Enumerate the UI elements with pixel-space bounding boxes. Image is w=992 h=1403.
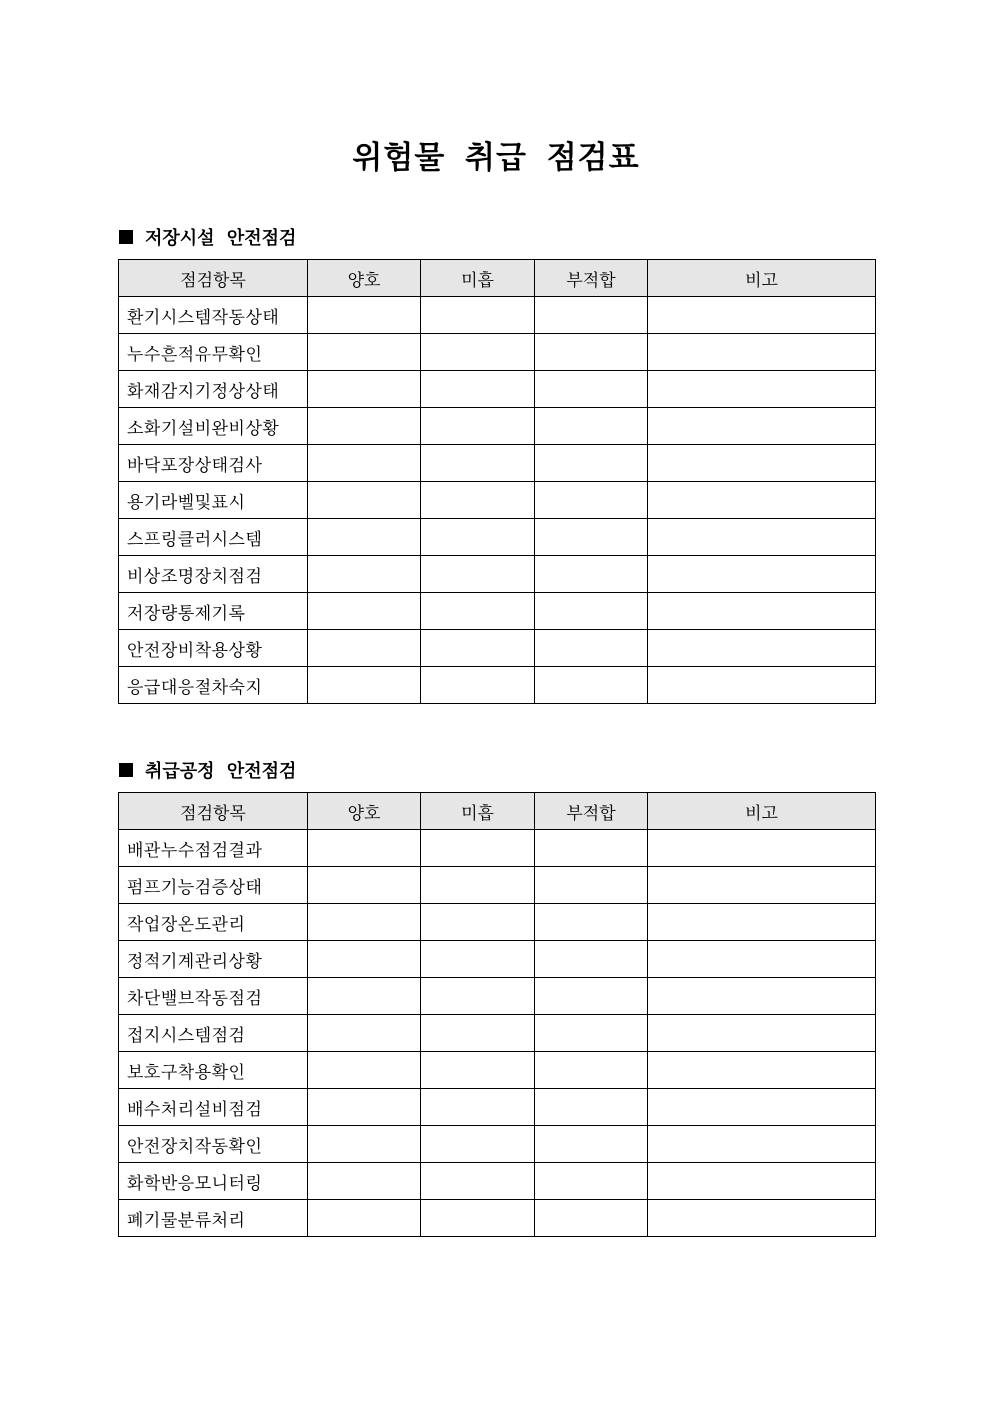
insufficient-check-cell[interactable] [421,593,535,630]
checklist-item-label: 차단밸브작동점검 [119,978,308,1015]
nonconforming-check-cell[interactable] [535,408,648,445]
good-check-cell[interactable] [308,1015,421,1052]
nonconforming-check-cell[interactable] [535,593,648,630]
note-cell[interactable] [648,297,876,334]
nonconforming-check-cell[interactable] [535,830,648,867]
note-cell[interactable] [648,978,876,1015]
checklist-item-label: 누수흔적유무확인 [119,334,308,371]
checklist-item-label: 화재감지기정상상태 [119,371,308,408]
checklist-item-label: 배수처리설비점검 [119,1089,308,1126]
good-check-cell[interactable] [308,408,421,445]
column-header-nonconforming: 부적합 [535,793,648,830]
insufficient-check-cell[interactable] [421,1052,535,1089]
square-bullet-icon [119,230,133,244]
insufficient-check-cell[interactable] [421,1015,535,1052]
checklist-item-label: 비상조명장치점검 [119,556,308,593]
good-check-cell[interactable] [308,556,421,593]
insufficient-check-cell[interactable] [421,1126,535,1163]
nonconforming-check-cell[interactable] [535,630,648,667]
checklist-item-label: 보호구착용확인 [119,1052,308,1089]
nonconforming-check-cell[interactable] [535,334,648,371]
good-check-cell[interactable] [308,593,421,630]
good-check-cell[interactable] [308,1052,421,1089]
column-header-insufficient: 미흡 [421,793,535,830]
nonconforming-check-cell[interactable] [535,556,648,593]
insufficient-check-cell[interactable] [421,445,535,482]
table-header-row [119,260,876,297]
table-body [119,830,876,1237]
handling-checklist-table [118,792,876,1237]
column-header-nonconforming: 부적합 [535,260,648,297]
checklist-item-label: 폐기물분류처리 [119,1200,308,1237]
note-cell[interactable] [648,941,876,978]
nonconforming-check-cell[interactable] [535,1052,648,1089]
nonconforming-check-cell[interactable] [535,1163,648,1200]
section-heading-label: 취급공정 안전점검 [145,761,297,782]
good-check-cell[interactable] [308,667,421,704]
column-header-item: 점검항목 [119,793,308,830]
table-row [119,667,876,704]
insufficient-check-cell[interactable] [421,1200,535,1237]
table-row [119,1015,876,1052]
nonconforming-check-cell[interactable] [535,904,648,941]
checklist-item-label: 바닥포장상태검사 [119,445,308,482]
nonconforming-check-cell[interactable] [535,371,648,408]
note-cell[interactable] [648,1089,876,1126]
table-row [119,830,876,867]
table-row [119,941,876,978]
good-check-cell[interactable] [308,904,421,941]
note-cell[interactable] [648,371,876,408]
nonconforming-check-cell[interactable] [535,867,648,904]
table-row [119,297,876,334]
good-check-cell[interactable] [308,1126,421,1163]
table-row [119,334,876,371]
insufficient-check-cell[interactable] [421,978,535,1015]
insufficient-check-cell[interactable] [421,830,535,867]
checklist-item-label: 용기라벨및표시 [119,482,308,519]
insufficient-check-cell[interactable] [421,556,535,593]
insufficient-check-cell[interactable] [421,334,535,371]
good-check-cell[interactable] [308,297,421,334]
table-row [119,1052,876,1089]
good-check-cell[interactable] [308,445,421,482]
column-header-item: 점검항목 [119,260,308,297]
note-cell[interactable] [648,519,876,556]
note-cell[interactable] [648,1200,876,1237]
checklist-item-label: 소화기설비완비상황 [119,408,308,445]
insufficient-check-cell[interactable] [421,519,535,556]
table-row [119,593,876,630]
column-header-good: 양호 [308,793,421,830]
column-header-insufficient: 미흡 [421,260,535,297]
nonconforming-check-cell[interactable] [535,482,648,519]
nonconforming-check-cell[interactable] [535,445,648,482]
good-check-cell[interactable] [308,1200,421,1237]
checklist-item-label: 작업장온도관리 [119,904,308,941]
table-row [119,867,876,904]
note-cell[interactable] [648,482,876,519]
nonconforming-check-cell[interactable] [535,519,648,556]
table-row [119,1089,876,1126]
column-header-note: 비고 [648,793,876,830]
insufficient-check-cell[interactable] [421,1089,535,1126]
good-check-cell[interactable] [308,978,421,1015]
insufficient-check-cell[interactable] [421,408,535,445]
note-cell[interactable] [648,408,876,445]
note-cell[interactable] [648,667,876,704]
checklist-item-label: 응급대응절차숙지 [119,667,308,704]
checklist-item-label: 정적기계관리상황 [119,941,308,978]
insufficient-check-cell[interactable] [421,904,535,941]
note-cell[interactable] [648,830,876,867]
checklist-item-label: 접지시스템점검 [119,1015,308,1052]
checklist-item-label: 안전장치작동확인 [119,1126,308,1163]
column-header-good: 양호 [308,260,421,297]
nonconforming-check-cell[interactable] [535,1200,648,1237]
good-check-cell[interactable] [308,334,421,371]
nonconforming-check-cell[interactable] [535,1015,648,1052]
checklist-item-label: 스프링클러시스템 [119,519,308,556]
table-row [119,1163,876,1200]
section-heading-label: 저장시설 안전점검 [145,228,297,249]
square-bullet-icon [119,763,133,777]
good-check-cell[interactable] [308,519,421,556]
good-check-cell[interactable] [308,371,421,408]
insufficient-check-cell[interactable] [421,941,535,978]
checklist-item-label: 펌프기능검증상태 [119,867,308,904]
good-check-cell[interactable] [308,941,421,978]
note-cell[interactable] [648,867,876,904]
note-cell[interactable] [648,1126,876,1163]
table-row [119,904,876,941]
checklist-item-label: 저장량통제기록 [119,593,308,630]
storage-checklist-table [118,259,876,704]
good-check-cell[interactable] [308,867,421,904]
good-check-cell[interactable] [308,830,421,867]
page-title: 위험물 취급 점검표 [352,140,640,176]
nonconforming-check-cell[interactable] [535,1126,648,1163]
checklist-item-label: 환기시스템작동상태 [119,297,308,334]
insufficient-check-cell[interactable] [421,482,535,519]
section-heading-handling [119,757,296,783]
insufficient-check-cell[interactable] [421,667,535,704]
table-row [119,556,876,593]
note-cell[interactable] [648,904,876,941]
note-cell[interactable] [648,556,876,593]
nonconforming-check-cell[interactable] [535,941,648,978]
note-cell[interactable] [648,334,876,371]
nonconforming-check-cell[interactable] [535,297,648,334]
column-header-note: 비고 [648,260,876,297]
note-cell[interactable] [648,445,876,482]
table-row [119,519,876,556]
good-check-cell[interactable] [308,630,421,667]
insufficient-check-cell[interactable] [421,1163,535,1200]
checklist-item-label: 화학반응모니터링 [119,1163,308,1200]
good-check-cell[interactable] [308,1163,421,1200]
table-row [119,445,876,482]
note-cell[interactable] [648,1015,876,1052]
nonconforming-check-cell[interactable] [535,667,648,704]
table-header-row [119,793,876,830]
note-cell[interactable] [648,1163,876,1200]
table-row [119,630,876,667]
checklist-item-label: 배관누수점검결과 [119,830,308,867]
insufficient-check-cell[interactable] [421,371,535,408]
section-heading-storage [119,224,296,250]
good-check-cell[interactable] [308,1089,421,1126]
note-cell[interactable] [648,593,876,630]
insufficient-check-cell[interactable] [421,867,535,904]
table-row [119,371,876,408]
table-row [119,1200,876,1237]
nonconforming-check-cell[interactable] [535,978,648,1015]
table-row [119,978,876,1015]
note-cell[interactable] [648,630,876,667]
checklist-item-label: 안전장비착용상황 [119,630,308,667]
insufficient-check-cell[interactable] [421,297,535,334]
table-row [119,1126,876,1163]
table-row [119,408,876,445]
table-row [119,482,876,519]
note-cell[interactable] [648,1052,876,1089]
good-check-cell[interactable] [308,482,421,519]
insufficient-check-cell[interactable] [421,630,535,667]
table-body [119,297,876,704]
nonconforming-check-cell[interactable] [535,1089,648,1126]
